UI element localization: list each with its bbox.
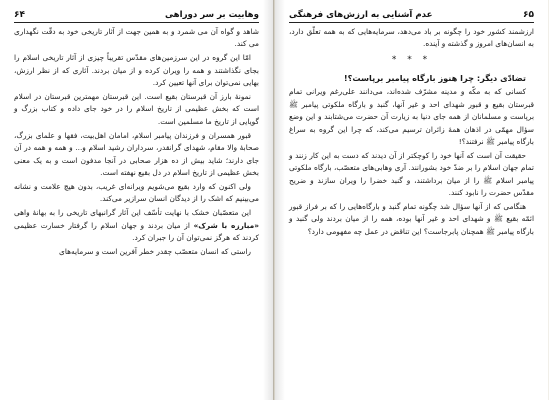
intro-paragraph: ارزشمند کشور خود را چگونه بر باد می‌دهد، سرمایه‌هایی که به همه تعلّق دارد، به انسان‌های امروز و گذشته و آینده. [289, 27, 534, 49]
gutter-shadow [263, 0, 273, 400]
paragraph: حقیقت آن است که آنها خود را کوچکتر از آن دیدند که دست به این کار زنند و تمام جهان اسلام را بر ضدّ خود بشورانند. آری وهابی‌های متعصّب، بارگاه ملکوتی پیامبر اسلام ﷺ را از میان برداشتند، و گنبد خضرا را ویران سازند و ضریح مقدّس حضرت را نابود کنند. [289, 150, 534, 198]
right-page-body [289, 26, 534, 240]
paragraph: شاهد و گواه آن می شمرد و به همین جهت از آثار تاریخی خود به دقّت نگهداری می کند. [14, 27, 259, 49]
paragraph-with-bold-phrase: این متعصّبان خشک با نهایت تأسّف این آثار گرانبهای تاریخی را به بهانهٔ واهی «مبارزه با شرک» از میان بردند و جهان اسلام را گرفتار خسارت عظیمی کردند که هرگز نمی‌توان آن را جبران کرد. [14, 208, 259, 242]
right-page-number: ۶۵ [523, 10, 534, 20]
right-running-title: عدم آشنایی به ارزش‌های فرهنگی [289, 10, 433, 20]
paragraph: امّا این گروه در این سرزمین‌های مقدّس تقریباً چیزی از آثار تاریخی اسلام را بجای نگذاشتند و همه را ویران کرده و از میان بردند. آثاری که از نظر ارزش، بهایی نمی‌توان برای آنها تعیین کرد. [14, 53, 259, 88]
left-running-title: وهابیت بر سر دوراهی [164, 10, 259, 20]
bold-phrase: «مبارزه با شرک» [193, 220, 259, 230]
section-heading: تضادّی دیگر: چرا هنوز بارگاه پیامبر برپاست؟! [343, 72, 526, 83]
right-page [274, 0, 548, 400]
gutter-shadow [275, 0, 285, 400]
paragraph: قبور همسران و فرزندان پیامبر اسلام، امامان اهل‌بیت، فقها و علمای بزرگ، صحابهٔ والا مقام، شهدای گرانقدر، سرداران رشید اسلام و... و همه و همه در آن جای دارند؛ شاید بیش از ده هزار صحابی در آنجا مدفون است و به یک معنی بخش عظیمی از تاریخ اسلام در دل بقیع نهفته است. [14, 130, 259, 177]
paragraph: راستی که انسان متعصّب چقدر خطر آفرین است و سرمایه‌های [59, 246, 251, 256]
left-page [0, 0, 274, 400]
paragraph: کسانی که به مکّه و مدینه مشرّف شده‌اند، می‌دانند علی‌رغم ویرانی تمام قبرستان بقیع و قبور شهدای احد و غیر آنها، گنبد و بارگاه ملکوتی پیامبر ﷺ برپاست و مسلمانان از همه جای دنیا به زیارت آن حضرت می‌شتابند و این وضع سؤال مهمّی در اذهان همهٔ زائران ترسیم می‌کند، که چرا این گروه به سراغ بارگاه پیامبر ﷺ نرفتند؟! [289, 87, 534, 146]
paragraph: ولی اکنون که وارد بقیع می‌شویم ویرانه‌ای غریب، بدون هیچ علامت و نشانه می‌بینیم که اشک را از دیدگان انسان سرازیر می‌کند. [14, 181, 259, 204]
right-page-header [289, 6, 534, 23]
left-page-number: ۶۴ [14, 10, 25, 20]
paragraph: نمونهٔ بارز آن قبرستان بقیع است. این قبرستان مهمترین قبرستان در اسلام است که بخش عظیمی از تاریخ اسلام را در خود جای داده و کتاب بزرگ و گویایی از تاریخ ما مسلمین است. [14, 92, 259, 126]
section-separator: * * * [391, 54, 432, 65]
left-page-header [14, 6, 259, 23]
left-page-body [14, 26, 259, 260]
paragraph: هنگامی که از آنها سؤال شد چگونه تمام گنبد و بارگاه‌هایی را که بر فراز قبور ائمّه بقیع ﷺ و شهدای احد و غیر آنها بوده، همه را از میان بردند ولی گنبد و بارگاه پیامبر ﷺ همچنان پابرجاست؟ این تناقض در عمل چه مفهومی دارد؟ [289, 201, 534, 236]
